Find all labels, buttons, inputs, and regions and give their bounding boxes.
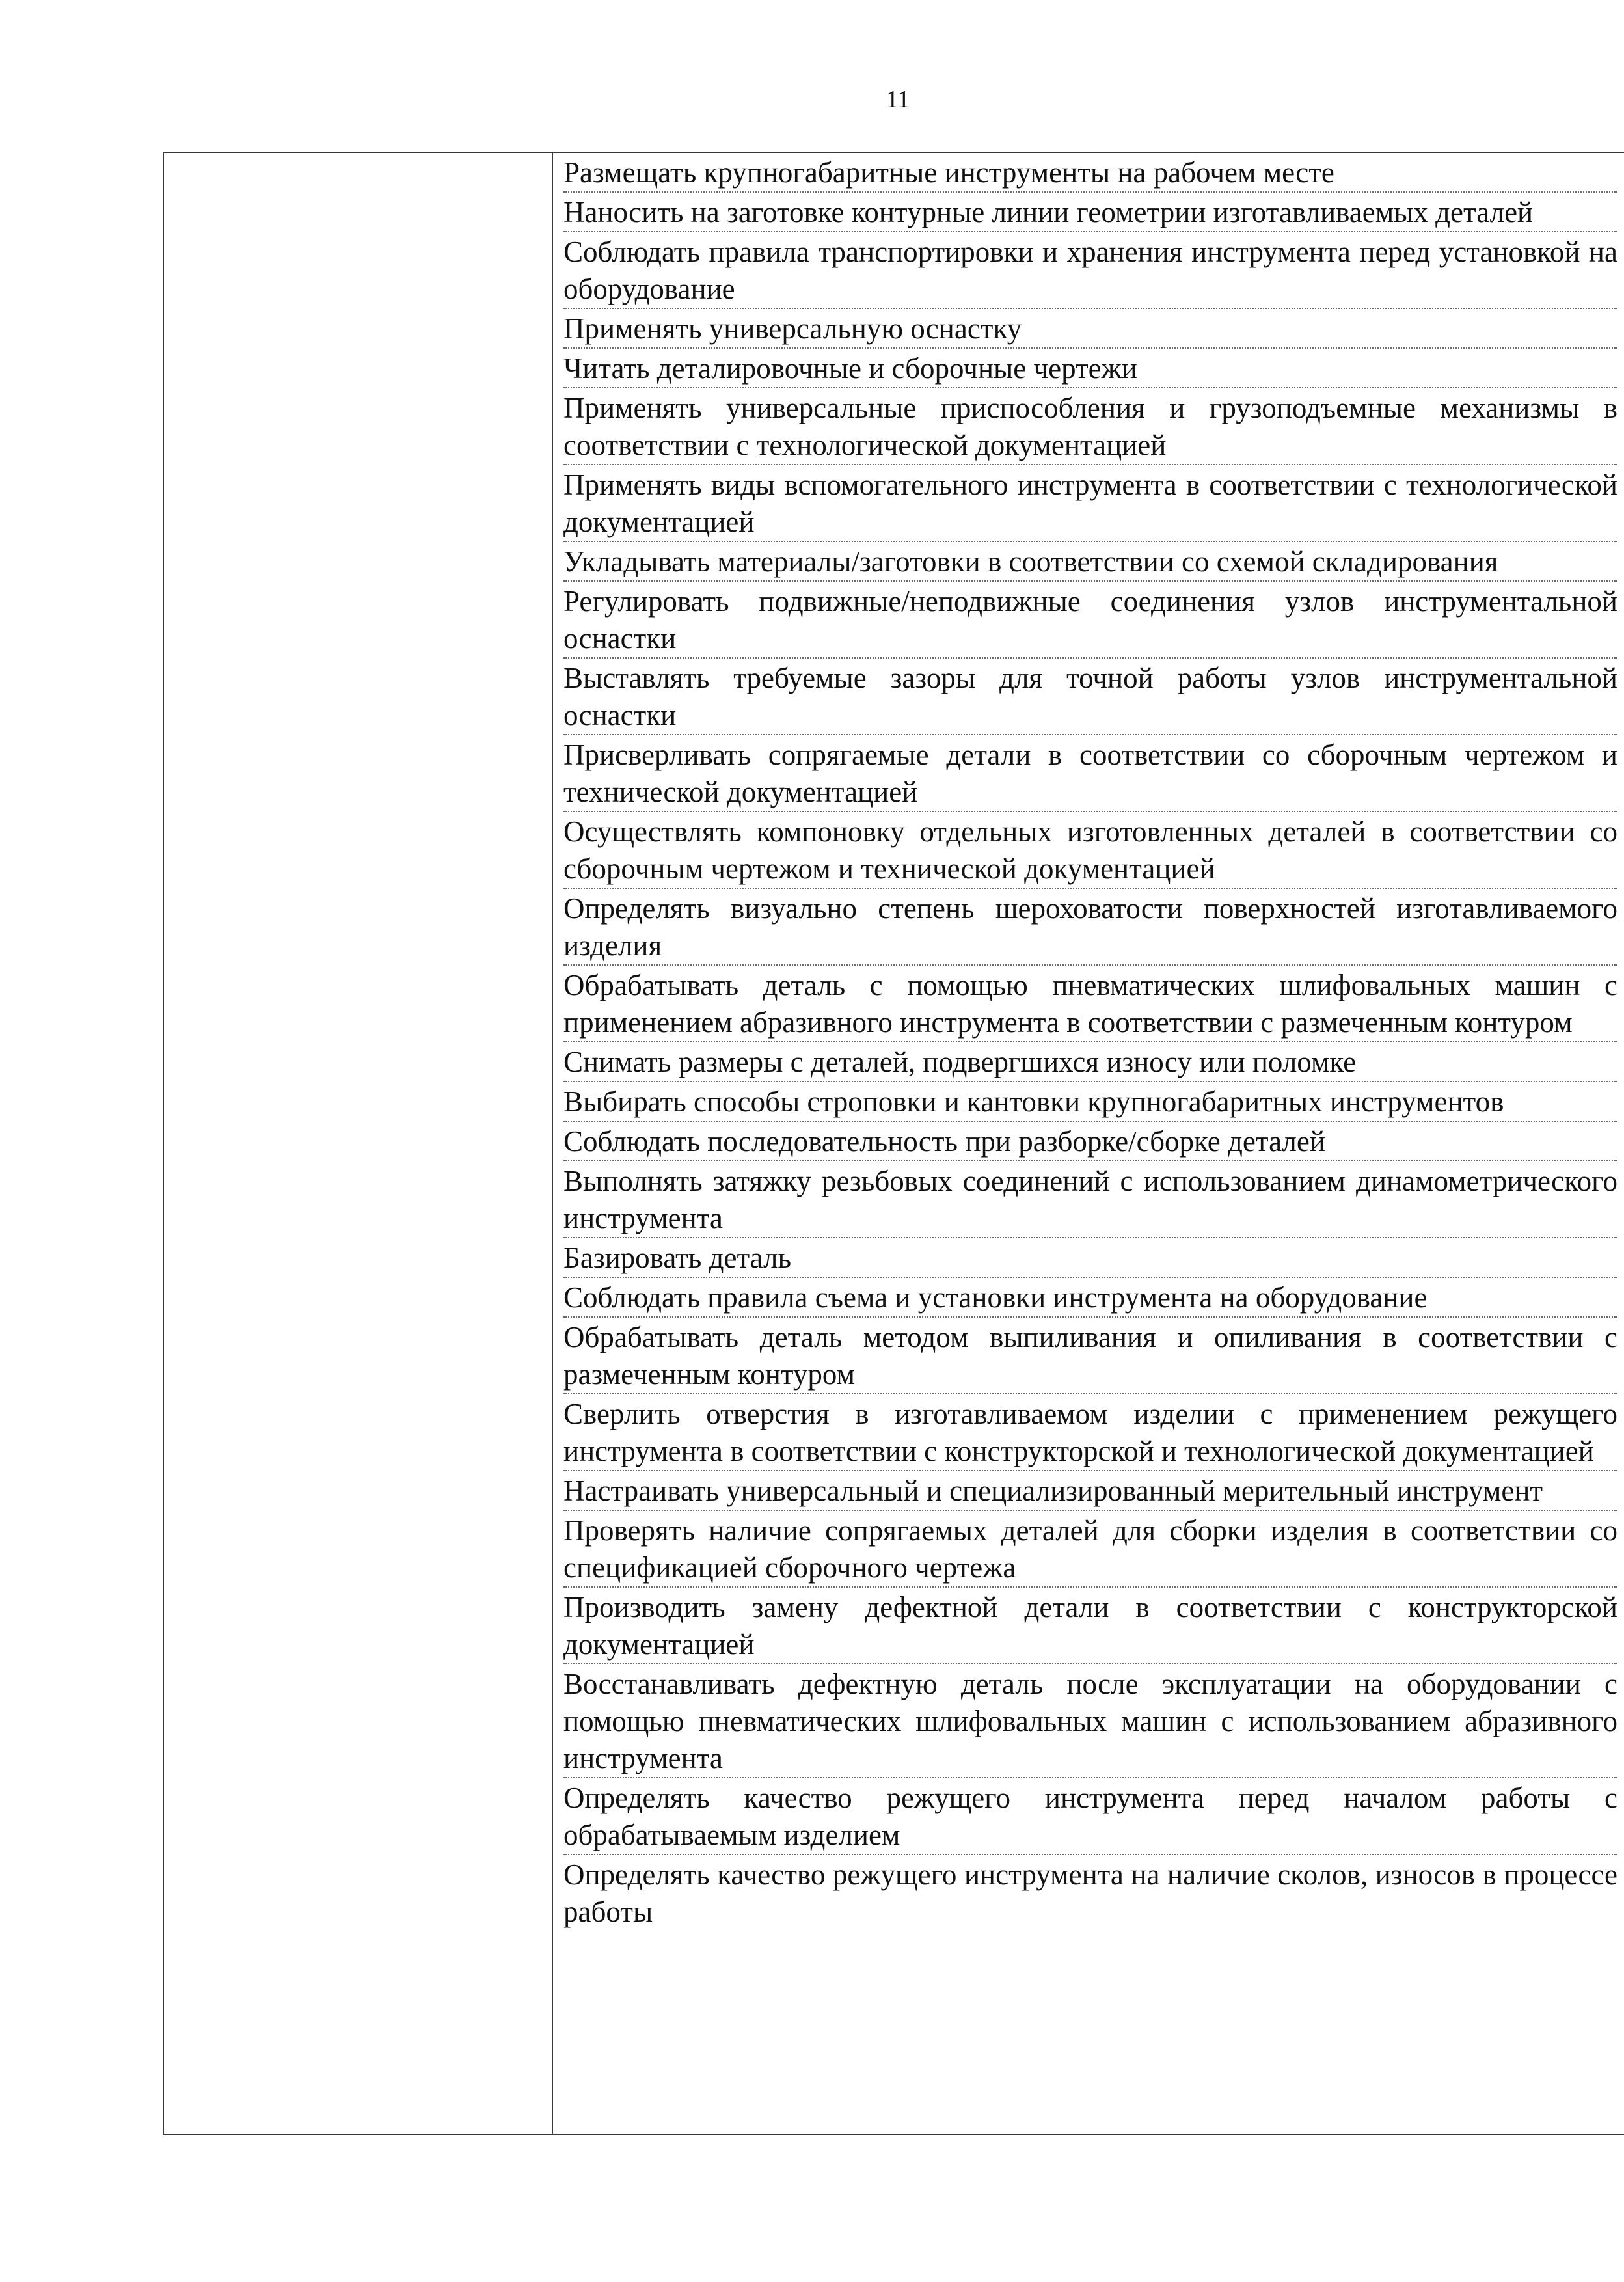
table-row-item: Восстанавливать дефектную деталь после эксплуатации на оборудовании с помощью пневматических шлифовальных машин с использованием абразивного инструмента [563,1664,1617,1778]
table-row-item: Настраивать универсальный и специализированный мерительный инструмент [563,1471,1617,1511]
table-row-item: Применять универсальные приспособления и грузоподъемные механизмы в соответствии с технологической документацией [563,388,1617,465]
page-number: 11 [886,86,910,113]
table-row-item: Сверлить отверстия в изготавливаемом изделии с применением режущего инструмента в соответствии с конструкторской и технологической документацией [563,1394,1617,1471]
table-row-item: Определять качество режущего инструмента перед началом работы с обрабатываемым изделием [563,1778,1617,1855]
table-row-item: Определять визуально степень шероховатости поверхностей изготавливаемого изделия [563,889,1617,966]
table-row-item: Проверять наличие сопрягаемых деталей для сборки изделия в соответствии со спецификацией сборочного чертежа [563,1511,1617,1588]
table-row-item: Применять виды вспомогательного инструмента в соответствии с технологической документацией [563,465,1617,542]
table-row-item: Соблюдать последовательность при разборке/сборке деталей [563,1122,1617,1161]
table-row-item: Определять качество режущего инструмента на наличие сколов, износов в процессе работы [563,1858,1617,1928]
table-row-item: Снимать размеры с деталей, подвергшихся износу или поломке [563,1042,1617,1082]
table-right-cell [552,152,1624,2134]
table-row-item: Выполнять затяжку резьбовых соединений с использованием динамометрического инструмента [563,1161,1617,1238]
table-row-item: Применять универсальную оснастку [563,309,1617,349]
table-row-item: Соблюдать правила съема и установки инструмента на оборудование [563,1278,1617,1318]
table-row-item: Присверливать сопрягаемые детали в соответствии со сборочным чертежом и технической документацией [563,735,1617,812]
table-row-item: Производить замену дефектной детали в соответствии с конструкторской документацией [563,1588,1617,1664]
table-row-item: Размещать крупногабаритные инструменты на рабочем месте [563,153,1617,193]
table-row-item: Обрабатывать деталь методом выпиливания и опиливания в соответствии с размеченным контуром [563,1318,1617,1394]
table-row-item: Укладывать материалы/заготовки в соответствии со схемой складирования [563,542,1617,582]
table-row-item: Обрабатывать деталь с помощью пневматических шлифовальных машин с применением абразивного инструмента в соответствии с размеченным контуром [563,966,1617,1042]
table-row-item: Соблюдать правила транспортировки и хранения инструмента перед установкой на оборудование [563,232,1617,309]
skills-table [163,152,1624,2135]
table-row-item: Базировать деталь [563,1238,1617,1278]
table-row-item: Читать деталировочные и сборочные чертежи [563,349,1617,388]
table-row-item: Осуществлять компоновку отдельных изготовленных деталей в соответствии со сборочным чертежом и технической документацией [563,812,1617,889]
table-row-item: Выставлять требуемые зазоры для точной работы узлов инструментальной оснастки [563,659,1617,735]
table-row [163,152,1624,2134]
table-row-item: Наносить на заготовке контурные линии геометрии изготавливаемых деталей [563,193,1617,232]
table-row-item: Выбирать способы строповки и кантовки крупногабаритных инструментов [563,1082,1617,1122]
table-row-item: Регулировать подвижные/неподвижные соединения узлов инструментальной оснастки [563,582,1617,659]
table-left-cell [163,152,552,2134]
